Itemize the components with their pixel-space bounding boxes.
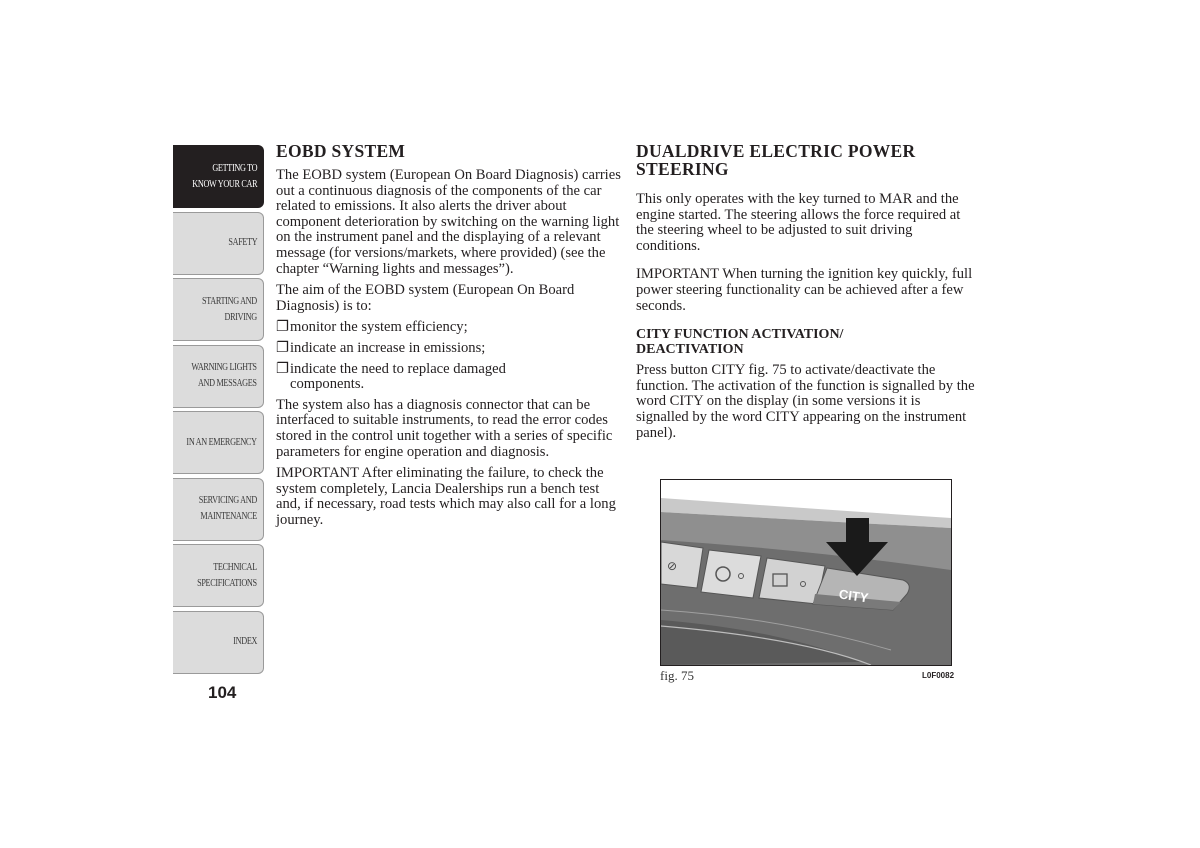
paragraph: This only operates with the key turned to MAR and the engine started. The steering allows the force required at the steering wheel to be adjusted to suit driving conditions. [636, 191, 961, 254]
left-column [276, 142, 621, 534]
paragraph: IMPORTANT When turning the ignition key quickly, full power steering functionality can be achieved after a few seconds. [636, 266, 973, 314]
section-heading: EOBD SYSTEM [276, 141, 406, 161]
svg-text:⊘: ⊘ [667, 559, 678, 573]
checkbox-bullet-icon: ❐ [276, 360, 290, 377]
tab-label: SERVICING AND MAINTENANCE [198, 495, 257, 522]
tab-index[interactable] [173, 611, 264, 674]
figure-code: L0F0082 [922, 671, 955, 680]
tab-in-an-emergency[interactable] [173, 411, 264, 474]
list-item: ❐ monitor the system efficiency; [276, 319, 468, 336]
city-button-label: CITY [838, 586, 870, 606]
tab-technical-specifications[interactable] [173, 544, 264, 607]
tab-label: IN AN EMERGENCY [186, 436, 257, 448]
dashboard-illustration [661, 480, 951, 665]
paragraph: The aim of the EOBD system (European On Board Diagnosis) is to: [276, 282, 575, 314]
tab-label: WARNING LIGHTS AND MESSAGES [191, 362, 257, 389]
page-number: 104 [208, 683, 237, 702]
checkbox-bullet-icon: ❐ [276, 319, 290, 336]
paragraph: The EOBD system (European On Board Diagnosis) carries out a continuous diagnosis of the components of the car related to emissions. It also alerts the driver about component deterioration by switching on the warning light on the instrument panel and the displaying of a relevant message (for versions/markets, where provided) (see the chapter “Warning lights and messages”). [276, 167, 621, 277]
tab-servicing-and-maintenance[interactable] [173, 478, 264, 541]
paragraph: IMPORTANT After eliminating the failure, to check the system completely, Lancia Dealerships run a bench test and, if necessary, road tests which may also call for a long journey. [276, 465, 616, 528]
tab-label: INDEX [233, 636, 257, 647]
tab-safety[interactable] [173, 212, 264, 275]
list-item: ❐ indicate an increase in emissions; [276, 339, 486, 356]
tab-label: SAFETY [227, 237, 257, 248]
checkbox-bullet-icon: ❐ [276, 339, 290, 356]
figure-city-button [660, 479, 952, 666]
right-column [636, 142, 976, 447]
subheading: CITY FUNCTION ACTIVATION/ DEACTIVATION [636, 327, 844, 358]
tab-getting-to-know-your-car[interactable] [173, 145, 264, 208]
paragraph: The system also has a diagnosis connector that can be interfaced to suitable instruments, to read the error codes stored in the control unit together with a series of specific parameters for engine operation and diagnosis. [276, 396, 613, 460]
tab-warning-lights-and-messages[interactable] [173, 345, 264, 408]
section-heading: DUALDRIVE ELECTRIC POWER STEERING [636, 141, 916, 179]
tab-starting-and-driving[interactable] [173, 278, 264, 341]
paragraph: Press button CITY fig. 75 to activate/deactivate the function. The activation of the function is signalled by the word CITY on the display (in some versions it is signalled by the word CITY appearing on the instrument panel). [636, 362, 975, 441]
figure-caption: fig. 75 [660, 668, 694, 683]
tab-label: GETTING TO KNOW YOUR CAR [192, 162, 257, 190]
tab-label: TECHNICAL SPECIFICATIONS [197, 561, 257, 589]
list-item: ❐ indicate the need to replace damaged components. [276, 360, 506, 393]
tab-label: STARTING AND DRIVING [202, 295, 257, 323]
chapter-tabs [173, 145, 264, 677]
